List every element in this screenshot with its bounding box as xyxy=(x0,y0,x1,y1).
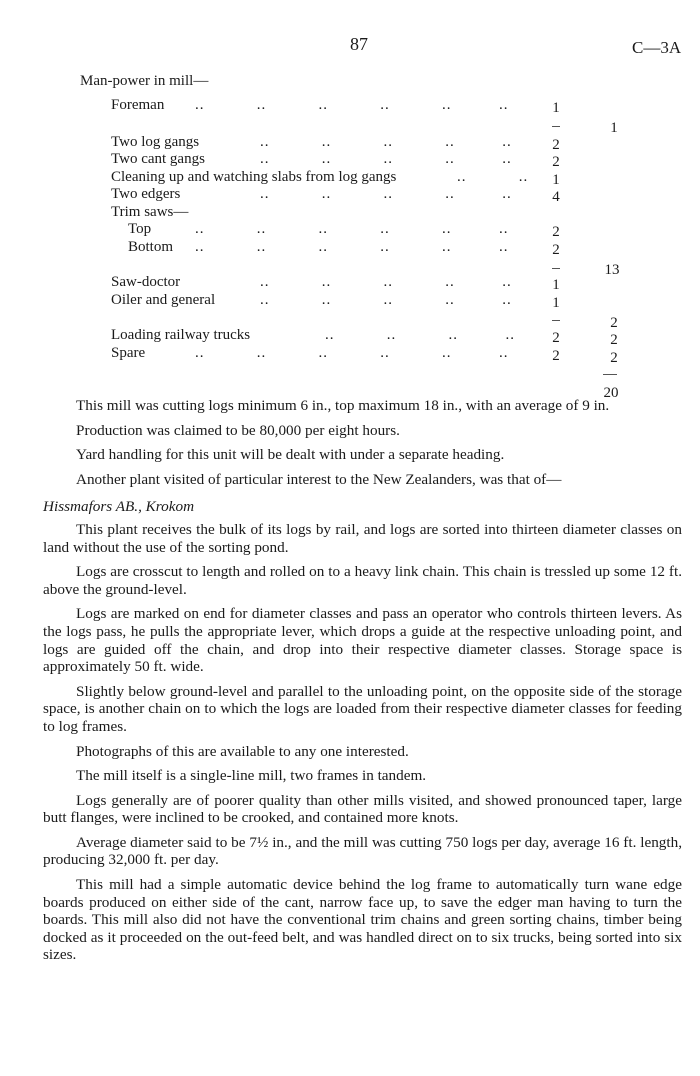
leader-dots: .. .. .. .. .. .. xyxy=(195,239,509,255)
leader-dots: .. .. .. .. .. .. xyxy=(195,97,509,113)
row-label: Top xyxy=(128,221,152,237)
row-label: Trim saws— xyxy=(111,204,189,220)
subtotal-rule xyxy=(552,320,560,321)
row-label: Oiler and general xyxy=(111,292,216,308)
paragraph: Photographs of this are available to any one interested. xyxy=(76,742,409,760)
row-total: 2 xyxy=(610,315,618,331)
leader-dots: .. .. .. .. .. .. xyxy=(195,345,509,361)
row-label: Saw-doctor xyxy=(111,274,181,290)
row-label: Foreman xyxy=(111,97,165,113)
leader-dots: .. .. .. .. xyxy=(325,327,515,343)
grand-total: 20 xyxy=(603,385,619,401)
leader-dots: .. .. .. .. .. xyxy=(260,274,512,290)
leader-dots: .. .. .. .. .. xyxy=(260,186,512,202)
section-heading: Hissmafors AB., Krokom xyxy=(43,498,195,516)
row-value: 2 xyxy=(552,348,560,364)
row-value: 1 xyxy=(552,295,560,311)
row-label: Two cant gangs xyxy=(111,151,205,167)
paragraph: Logs are marked on end for diameter classes and pass an operator who controls thirteen levers. As the logs pass, he pulls the appropriate lever, which drops a guide at the respective unloading point, and logs are guided off the chain, and drop into their respective diameter classes. Storage space is approximately 50 ft. wide. xyxy=(43,605,682,676)
row-label: Two edgers xyxy=(111,186,181,202)
paragraph: Logs are crosscut to length and rolled on to a heavy link chain. This chain is tressled up some 12 ft. above the ground-level. xyxy=(43,563,682,598)
leader-dots: .. .. xyxy=(457,169,529,185)
subtotal-rule xyxy=(552,126,560,127)
row-total: 2 xyxy=(610,350,618,366)
row-value: 1 xyxy=(552,277,560,293)
subtotal-rule xyxy=(552,268,560,269)
row-label: Two log gangs xyxy=(111,134,200,150)
row-label: Spare xyxy=(111,345,146,361)
paragraph: Yard handling for this unit will be dealt with under a separate heading. xyxy=(76,446,505,464)
page-number: 87 xyxy=(350,34,368,54)
leader-dots: .. .. .. .. .. .. xyxy=(195,221,509,237)
row-value: 1 xyxy=(552,172,560,188)
paragraph: This mill was cutting logs minimum 6 in., top maximum 18 in., with an average of 9 in. xyxy=(76,397,610,414)
row-value: 2 xyxy=(552,224,560,240)
paragraph: Logs generally are of poorer quality than other mills visited, and showed pronounced taper, large butt flanges, were inclined to be crooked, and contained more knots. xyxy=(43,791,682,827)
row-total: 2 xyxy=(610,332,618,348)
leader-dots: .. .. .. .. .. xyxy=(260,292,512,308)
total-rule xyxy=(603,374,617,375)
paragraph: Another plant visited of particular interest to the New Zealanders, was that of— xyxy=(76,470,562,488)
row-value: 2 xyxy=(552,137,560,153)
paragraph: Production was claimed to be 80,000 per eight hours. xyxy=(76,421,400,439)
row-value: 2 xyxy=(552,154,560,170)
row-total: 1 xyxy=(610,120,618,136)
manpower-title: Man-power in mill— xyxy=(80,73,209,89)
row-value: 4 xyxy=(552,189,560,205)
leader-dots: .. .. .. .. .. xyxy=(260,134,512,150)
row-label: Cleaning up and watching slabs from log gangs xyxy=(111,169,397,185)
paragraph: This plant receives the bulk of its logs by rail, and logs are sorted into thirteen diameter classes on land without the use of the sorting pond. xyxy=(43,520,682,556)
row-value: 1 xyxy=(552,100,560,116)
row-label: Bottom xyxy=(128,239,174,255)
paragraph: This mill had a simple automatic device behind the log frame to automatically turn wane edge boards produced on either side of the cant, narrow face up, to save the edger man having to turn the boards. This mill also did not have the conventional trim chains and green sorting chains, timber being docked as it proceeded on the out-feed belt, and was handled direct on to six trucks, being sorted into six sizes. xyxy=(43,876,682,964)
row-value: 2 xyxy=(552,330,560,346)
paragraph: Slightly below ground-level and parallel to the unloading point, on the opposite side of the storage space, is another chain on to which the logs are loaded from their respective diameter classes for feeding to log frames. xyxy=(43,682,682,735)
paragraph: Average diameter said to be 7½ in., and the mill was cutting 750 logs per day, average 16 ft. length, producing 32,000 ft. per day. xyxy=(43,833,682,869)
row-value: 2 xyxy=(552,242,560,258)
row-label: Loading railway trucks xyxy=(111,327,251,343)
leader-dots: .. .. .. .. .. xyxy=(260,151,512,167)
document-code: C—3A xyxy=(632,38,682,57)
body-text xyxy=(43,397,682,971)
row-total: 13 xyxy=(604,262,620,278)
paragraph: The mill itself is a single-line mill, two frames in tandem. xyxy=(76,767,427,785)
